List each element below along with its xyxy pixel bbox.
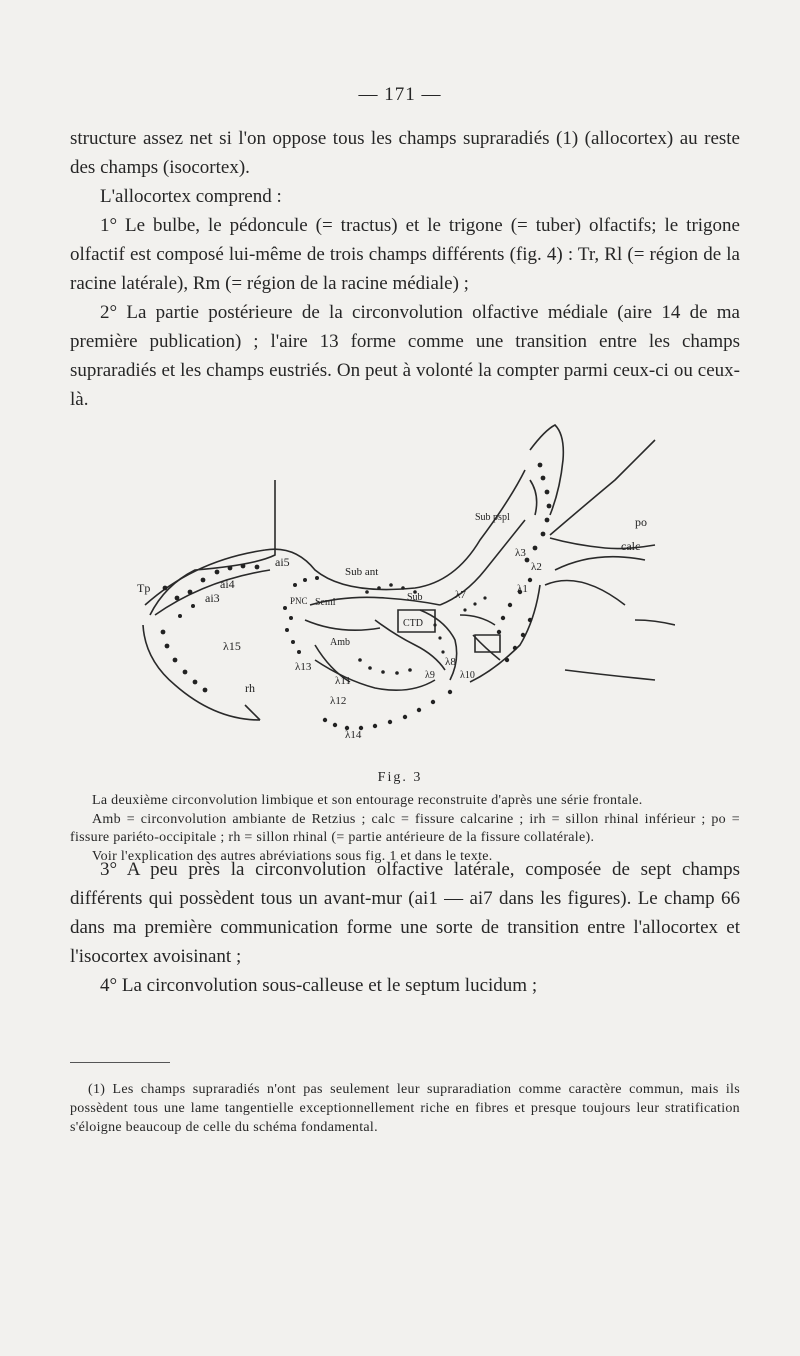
label-ctd: CTD — [403, 618, 423, 629]
paragraph-3: 1° Le bulbe, le pédoncule (= tractus) et le trigone (= tuber) olfactifs; le trigone olfactif est composé lui-même de trois champs différents (fig. 4) : Tr, Rl (= région de la racine latérale), Rm (= région de la racine médiale) ; — [70, 215, 740, 294]
label-tp: Tp — [137, 581, 151, 595]
caption-line-3: Voir l'explication des autres abréviations sous fig. 1 et dans le texte. — [92, 848, 493, 864]
label-sub: Sub — [407, 592, 423, 603]
label-rh: rh — [245, 681, 255, 695]
label-lambda-3: λ3 — [515, 547, 526, 559]
label-sub-ant: Sub ant — [345, 566, 379, 578]
label-lambda-8: λ8 — [445, 656, 456, 668]
label-amb: Amb — [330, 637, 350, 648]
page-number: — 171 — — [358, 84, 442, 105]
label-pnc: PNC — [290, 596, 308, 606]
label-lambda-10: λ10 — [460, 670, 475, 681]
label-po: po — [635, 515, 647, 529]
label-lambda-11: λ11 — [335, 675, 351, 687]
footnote-text: (1) Les champs supraradiés n'ont pas seulement leur supraradiation comme caractère commun, mais ils possèdent tous une lame tangentielle exceptionnellement riche en fibres et presque toujours leur stratification s'éloigne beaucoup de celle du schéma fondamental. — [70, 1082, 740, 1135]
label-ai4: ai4 — [220, 577, 235, 591]
label-seml: Seml — [315, 597, 336, 608]
label-ai5: ai5 — [275, 555, 290, 569]
label-lambda-1: λ1 — [517, 583, 528, 595]
brain-diagram — [135, 420, 675, 745]
label-sub-pspl: Sub pspl — [475, 512, 510, 523]
footnote-rule — [70, 1062, 170, 1063]
figure-label: Fig. 3 — [377, 770, 423, 785]
label-lambda-7: λ7 — [455, 589, 466, 601]
paragraph-6: 4° La circonvolution sous-calleuse et le septum lucidum ; — [100, 975, 538, 996]
footnote — [70, 1080, 740, 1137]
label-l15: λ15 — [223, 639, 241, 653]
label-lambda-13: λ13 — [295, 661, 312, 673]
paragraph-1: structure assez net si l'on oppose tous les champs supraradiés (1) (allocortex) au reste des champs (isocortex). — [70, 128, 740, 178]
label-lambda-12: λ12 — [330, 695, 347, 707]
brain-figure — [135, 420, 675, 745]
label-lambda-14: λ14 — [345, 729, 362, 741]
caption-line-1: La deuxième circonvolution limbique et son entourage reconstruite d'après une série frontale. — [92, 793, 643, 808]
body-text-top — [70, 124, 740, 414]
caption-line-2: Amb = circonvolution ambiante de Retzius ; calc = fissure calcarine ; irh = sillon rhinal inférieur ; po = fissure pariéto-occipitale ; rh = sillon rhinal (= partie antérieure de la fissure collatérale). — [70, 811, 740, 845]
label-calc: calc — [621, 539, 641, 553]
paragraph-2: L'allocortex comprend : — [100, 186, 282, 207]
paragraph-5: 3° A peu près la circonvolution olfactive latérale, composée de sept champs différents qui possèdent tous un avant-mur (ai1 — ai7 dans les figures). Le champ 66 dans ma première communication forme une sorte de transition entre l'allocortex et l'isocortex avoisinant ; — [70, 859, 740, 967]
body-text-bottom — [70, 855, 740, 1000]
label-lambda-9: λ9 — [425, 670, 435, 681]
paragraph-4: 2° La partie postérieure de la circonvolution olfactive médiale (aire 14 de ma première publication) ; l'aire 13 forme comme une transition entre les champs supraradiés et les champs eustriés. On peut à volonté la compter parmi ceux-ci ou ceux-là. — [70, 302, 740, 410]
label-ai3: ai3 — [205, 591, 220, 605]
label-lambda-2: λ2 — [531, 561, 542, 573]
